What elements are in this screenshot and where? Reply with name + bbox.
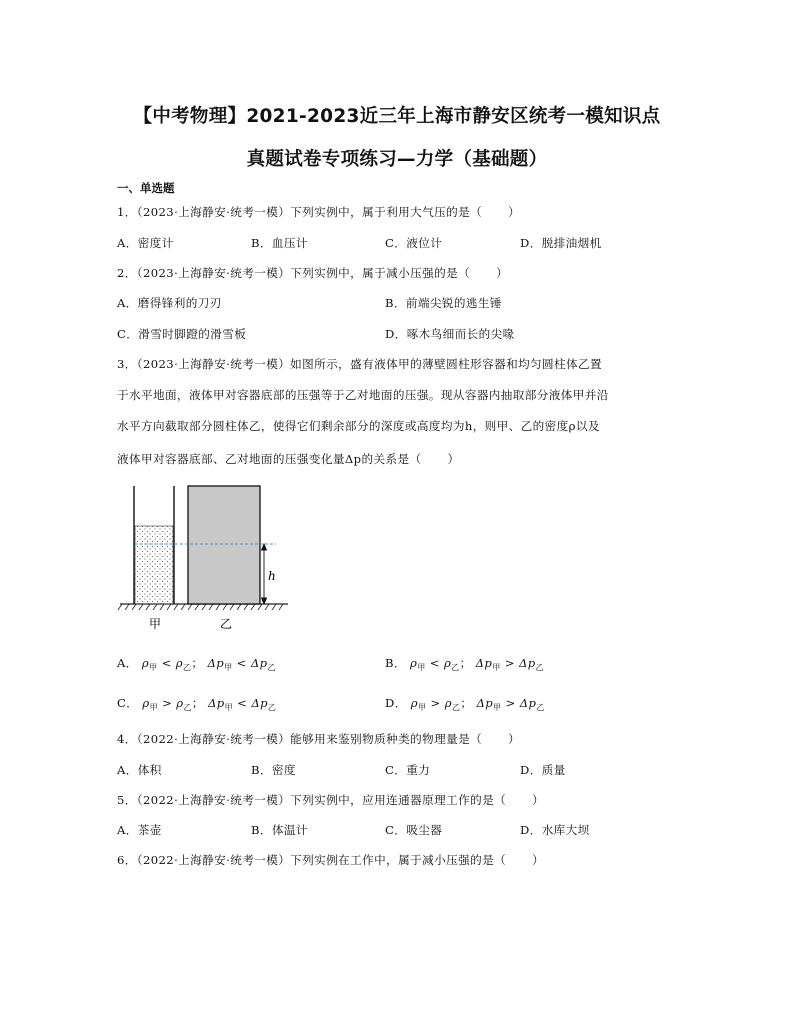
question-1-stem: 1．（2023·上海静安·统考一模）下列实例中，属于利用大气压的是（ ） [117, 205, 521, 219]
delta-p-comparison: > [501, 696, 520, 710]
subscript-jia: 甲 [149, 663, 158, 672]
subscript-jia: 甲 [493, 703, 502, 712]
rho-symbol: ρ [137, 656, 150, 670]
delta-p-symbol: Δp [207, 656, 225, 670]
q3-option-c[interactable] [117, 695, 276, 713]
delta-p-symbol: Δp [251, 696, 268, 710]
question-3-line-3: 水平方向截取部分圆柱体乙，使得它们剩余部分的深度或高度均为h，则甲、乙的密度ρ以及 [117, 419, 600, 433]
delta-p-comparison: < [233, 696, 252, 710]
delta-p-symbol: Δp [250, 656, 268, 670]
subscript-jia: 甲 [224, 663, 233, 672]
subscript-yi: 乙 [451, 663, 460, 672]
subscript-yi: 乙 [536, 703, 545, 712]
subscript-yi: 乙 [535, 663, 544, 672]
rho-comparison: < [425, 656, 444, 670]
q4-option-a[interactable]: A．体积 [117, 763, 162, 777]
rho-symbol: ρ [406, 696, 419, 710]
option-letter: C． [117, 696, 139, 710]
q5-option-d[interactable]: D．水库大坝 [520, 823, 590, 837]
subscript-yi: 乙 [267, 703, 277, 712]
rho-comparison: > [157, 696, 177, 710]
question-3-line-1: 3．（2023·上海静安·统考一模）如图所示，盛有液体甲的薄壁圆柱形容器和均匀圆柱体乙置 [117, 357, 603, 371]
question-3-line-2: 于水平地面，液体甲对容器底部的压强等于乙对地面的压强。现从容器内抽取部分液体甲并沿 [117, 388, 609, 402]
rho-symbol: ρ [443, 656, 452, 670]
rho-comparison: < [157, 656, 176, 670]
option-letter: D． [385, 696, 407, 710]
question-6-stem: 6．（2022·上海静安·统考一模）下列实例在工作中，属于减小压强的是（ ） [117, 853, 545, 867]
cylinder-yi [188, 486, 260, 604]
rho-comparison: > [426, 696, 445, 710]
document-title-line-1: 【中考物理】2021-2023近三年上海市静安区统考一模知识点 [133, 106, 661, 127]
subscript-jia: 甲 [149, 703, 158, 712]
document-title-line-2: 真题试卷专项练习—力学（基础题） [246, 149, 548, 170]
option-letter: A． [117, 656, 138, 670]
question-4-stem: 4．（2022·上海静安·统考一模）能够用来鉴别物质种类的物理量是（ ） [117, 732, 521, 746]
liquid-jia [135, 526, 173, 604]
delta-p-symbol: Δp [208, 696, 225, 710]
q3-option-d[interactable] [385, 695, 545, 713]
subscript-yi: 乙 [267, 663, 276, 672]
option-letter: B． [385, 656, 406, 670]
question-5-stem: 5．（2022·上海静安·统考一模）下列实例中，应用连通器原理工作的是（ ） [117, 793, 545, 807]
q5-option-a[interactable]: A．茶壶 [117, 823, 162, 837]
q5-option-c[interactable]: C．吸尘器 [385, 823, 443, 837]
subscript-yi: 乙 [183, 703, 192, 712]
delta-p-symbol: Δp [475, 656, 493, 670]
separator: ； [191, 656, 208, 670]
delta-p-comparison: > [500, 656, 519, 670]
delta-p-comparison: < [232, 656, 251, 670]
q3-option-b[interactable] [385, 655, 544, 673]
rho-symbol: ρ [444, 696, 452, 710]
rho-symbol: ρ [405, 656, 418, 670]
subscript-yi: 乙 [451, 703, 461, 712]
delta-p-symbol: Δp [519, 696, 537, 710]
q2-option-b[interactable]: B．前端尖锐的逃生锤 [385, 296, 502, 310]
ground-hatching [118, 604, 288, 610]
subscript-yi: 乙 [183, 663, 192, 672]
delta-p-symbol: Δp [476, 696, 494, 710]
rho-symbol: ρ [175, 656, 184, 670]
rho-symbol: ρ [138, 696, 150, 710]
q4-option-c[interactable]: C．重力 [385, 763, 431, 777]
question-3-line-4: 液体甲对容器底部、乙对地面的压强变化量Δp的关系是（ ） [117, 452, 460, 466]
height-arrow [262, 544, 267, 604]
section-heading: 一、单选题 [117, 181, 175, 195]
delta-p-symbol: Δp [518, 656, 536, 670]
q1-option-d[interactable]: D．脱排油烟机 [520, 236, 602, 250]
label-yi: 乙 [220, 617, 233, 631]
container-cylinder-figure [116, 480, 296, 635]
separator: ； [459, 656, 476, 670]
q3-option-a[interactable] [117, 655, 276, 673]
q2-option-c[interactable]: C．滑雪时脚蹬的滑雪板 [117, 327, 247, 341]
subscript-jia: 甲 [417, 663, 426, 672]
q1-option-c[interactable]: C．液位计 [385, 236, 443, 250]
q5-option-b[interactable]: B．体温计 [251, 823, 308, 837]
q1-option-b[interactable]: B．血压计 [251, 236, 308, 250]
question-2-stem: 2．（2023·上海静安·统考一模）下列实例中，属于减小压强的是（ ） [117, 266, 509, 280]
q2-option-d[interactable]: D．啄木鸟细而长的尖喙 [385, 327, 515, 341]
subscript-jia: 甲 [418, 703, 427, 712]
separator: ； [460, 696, 477, 710]
q2-option-a[interactable]: A．磨得锋利的刀刃 [117, 296, 222, 310]
rho-symbol: ρ [176, 696, 184, 710]
label-jia: 甲 [149, 617, 162, 631]
q1-option-a[interactable]: A．密度计 [117, 236, 174, 250]
q4-option-d[interactable]: D．质量 [520, 763, 566, 777]
subscript-jia: 甲 [224, 703, 234, 712]
q4-option-b[interactable]: B．密度 [251, 763, 296, 777]
subscript-jia: 甲 [492, 663, 501, 672]
height-label: h [268, 569, 276, 583]
separator: ； [191, 696, 208, 710]
